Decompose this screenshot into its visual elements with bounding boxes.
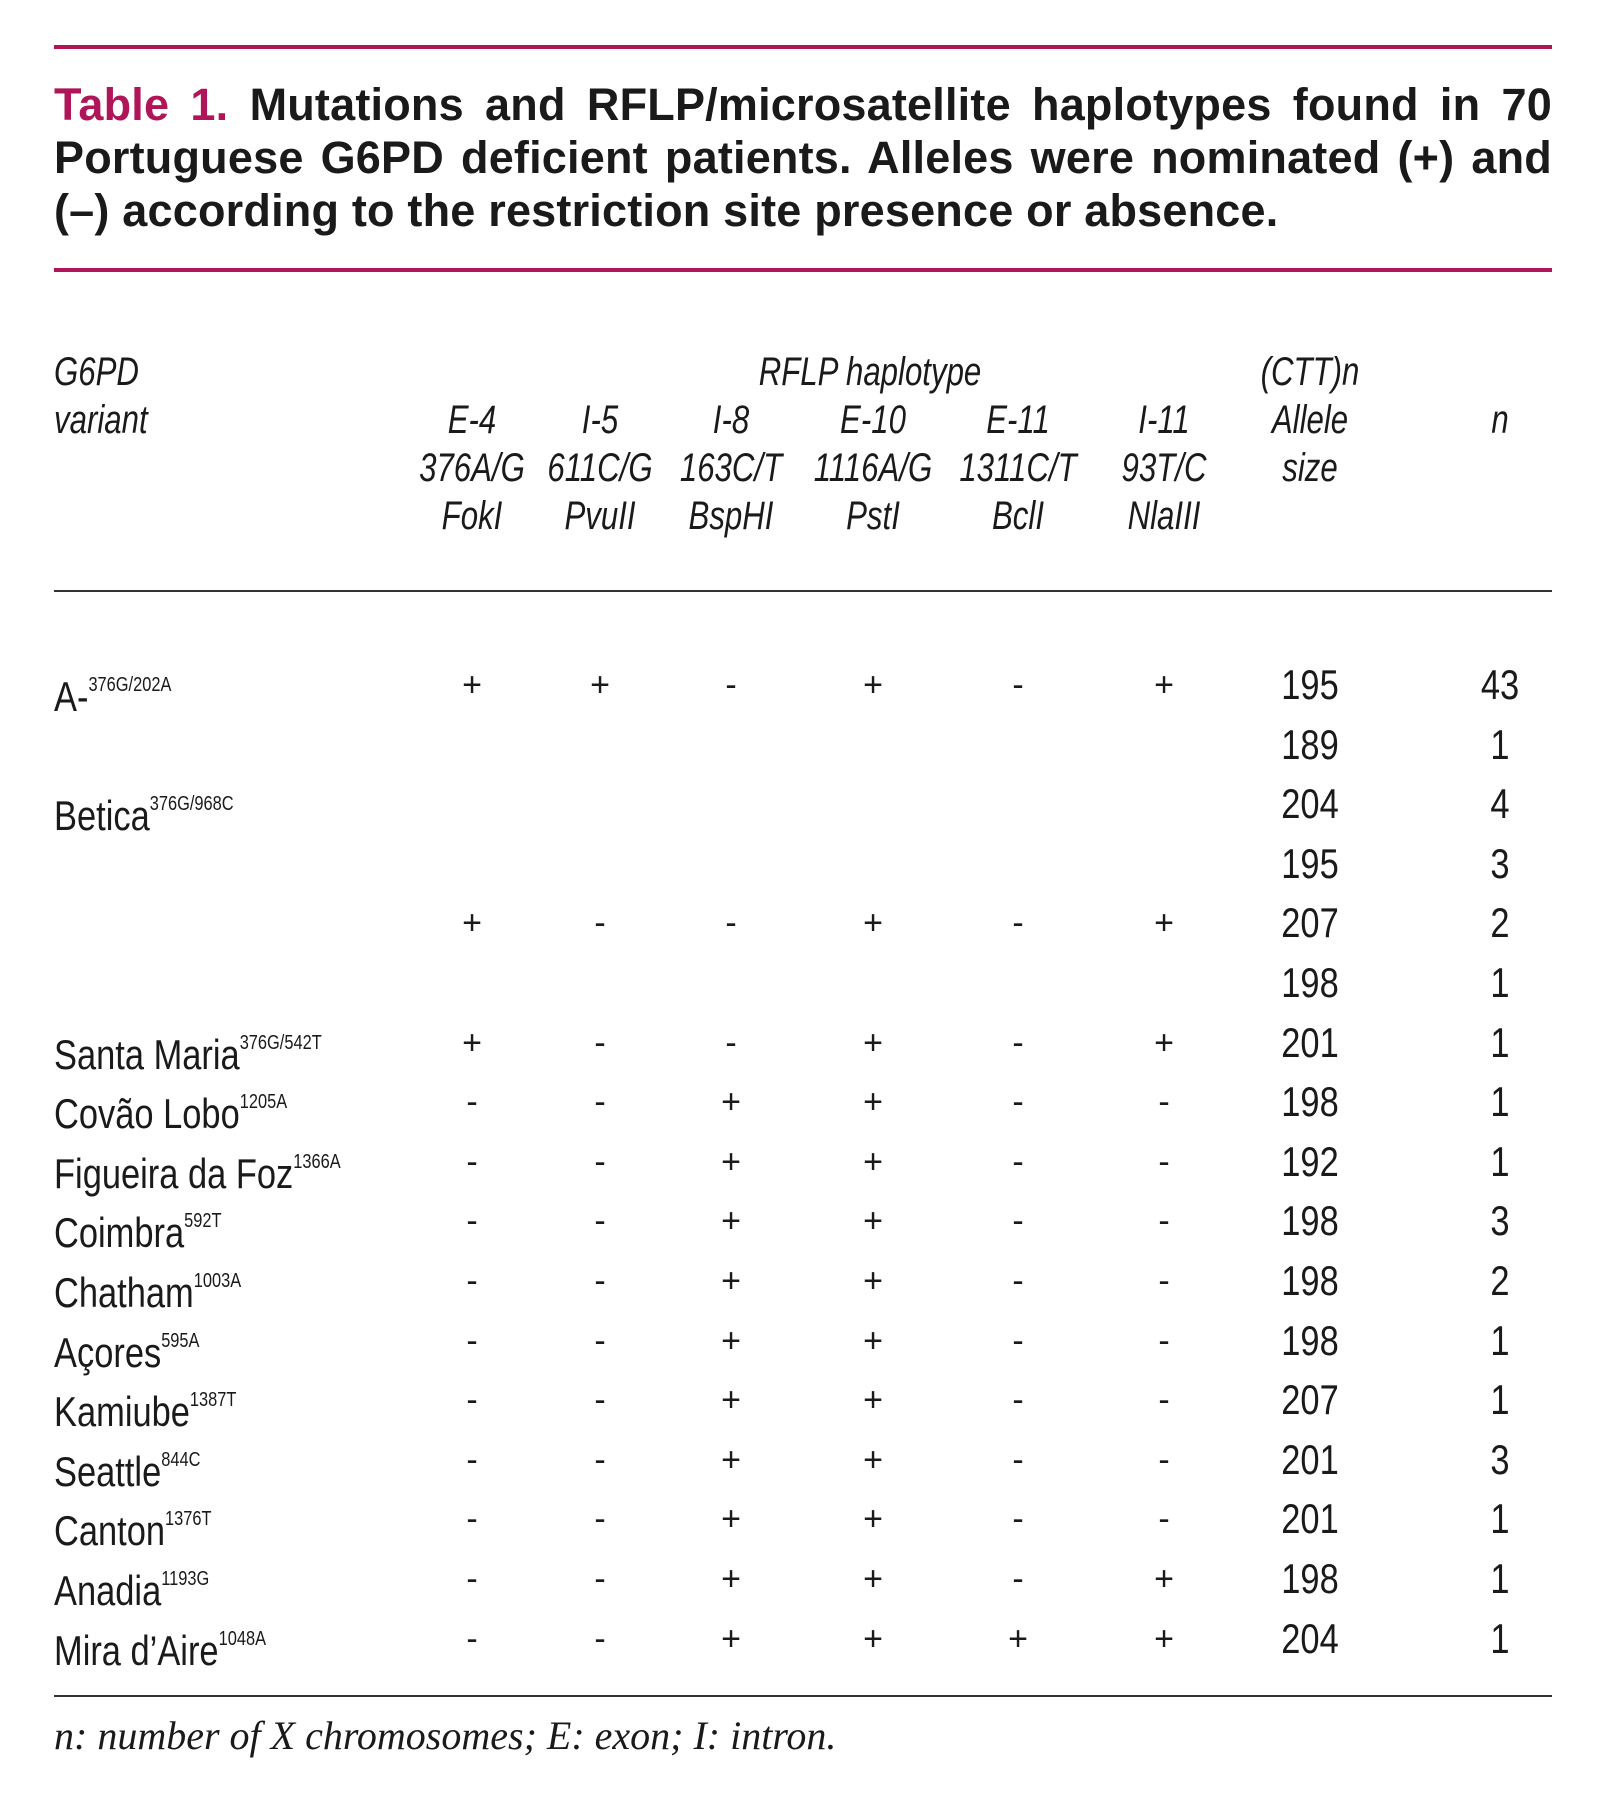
site-mark: - (1012, 1083, 1024, 1121)
variant-mutation: 1376T (165, 1508, 212, 1530)
variant-name (54, 1137, 341, 1199)
site-mark: - (466, 1262, 478, 1300)
site-mark: - (594, 1560, 606, 1598)
site-mark: + (863, 1202, 883, 1240)
site-mark: - (594, 1381, 606, 1419)
header-site-enzyme: BspHI (688, 494, 774, 538)
header-site-enzyme: BclI (991, 494, 1045, 538)
header-site-4 (938, 396, 1098, 540)
site-mark: - (1012, 904, 1024, 942)
variant-mutation: 376G/542T (239, 1032, 322, 1054)
site-mark: - (1012, 1322, 1024, 1360)
variant-name (54, 1494, 212, 1556)
site-mark: - (1158, 1143, 1170, 1181)
table-label: Table 1. (54, 79, 229, 130)
variant-name (54, 1077, 287, 1139)
site-mark: + (1008, 1620, 1028, 1658)
site-mark: - (594, 1500, 606, 1538)
count-n: 43 (1480, 661, 1520, 708)
site-mark: - (1158, 1083, 1170, 1121)
variant-mutation: 376G/202A (88, 674, 172, 696)
site-mark: + (1154, 1024, 1174, 1062)
site-mark: + (863, 1441, 883, 1479)
site-mark: + (462, 666, 482, 704)
count-n: 2 (1490, 899, 1510, 946)
variant-mutation: 1193G (161, 1568, 210, 1590)
site-mark: - (1012, 1381, 1024, 1419)
header-variant-line1: G6PD (54, 350, 139, 394)
site-mark: + (721, 1560, 741, 1598)
site-mark: + (721, 1441, 741, 1479)
site-mark: - (1158, 1500, 1170, 1538)
site-mark: + (721, 1202, 741, 1240)
variant-label: Betica (54, 792, 150, 839)
allele-size: 201 (1281, 1436, 1339, 1483)
header-site-mutation: 1116A/G (813, 446, 933, 490)
header-site-enzyme: NlaIII (1127, 494, 1201, 538)
variant-mutation: 595A (161, 1330, 200, 1352)
allele-size: 198 (1281, 1078, 1339, 1125)
variant-label: Anadia (54, 1567, 162, 1614)
site-mark: - (594, 1441, 606, 1479)
site-mark: - (466, 1381, 478, 1419)
allele-size: 207 (1281, 1376, 1339, 1423)
variant-mutation: 376G/968C (149, 793, 234, 815)
variant-name (54, 779, 234, 841)
site-mark: - (594, 1262, 606, 1300)
site-mark: + (721, 1262, 741, 1300)
header-ctt-line1: (CTT)n (1260, 350, 1360, 394)
header-site-region: E-10 (840, 398, 906, 442)
allele-size: 198 (1281, 1197, 1339, 1244)
count-n: 1 (1490, 1138, 1510, 1185)
site-mark: + (863, 666, 883, 704)
variant-label: Seattle (54, 1448, 162, 1495)
allele-size: 198 (1281, 1257, 1339, 1304)
site-mark: + (863, 1262, 883, 1300)
site-mark: - (466, 1560, 478, 1598)
site-mark: + (721, 1143, 741, 1181)
site-mark: + (863, 1620, 883, 1658)
variant-label: Covão Lobo (54, 1090, 240, 1137)
site-mark: + (1154, 666, 1174, 704)
header-ctt-line3: size (1282, 446, 1338, 490)
site-mark: - (1012, 1500, 1024, 1538)
site-mark: + (1154, 1620, 1174, 1658)
count-n: 1 (1490, 1376, 1510, 1423)
allele-size: 195 (1281, 661, 1339, 708)
variant-mutation: 1366A (293, 1151, 341, 1173)
site-mark: - (594, 1083, 606, 1121)
table-footnote: n: number of X chromosomes; E: exon; I: intron. (54, 1713, 837, 1758)
allele-size: 204 (1281, 780, 1339, 827)
site-mark: - (1012, 1262, 1024, 1300)
header-rule (54, 590, 1552, 592)
variant-mutation: 1003A (193, 1270, 242, 1292)
variant-label: Kamiube (54, 1388, 190, 1435)
variant-name (54, 1435, 200, 1497)
count-n: 1 (1490, 1555, 1510, 1602)
variant-label: Santa Maria (54, 1031, 240, 1078)
site-mark: - (1012, 666, 1024, 704)
site-mark: + (721, 1083, 741, 1121)
header-site-region: I-11 (1138, 398, 1190, 442)
header-ctt-line2: Allele (1271, 398, 1349, 442)
site-mark: - (725, 1024, 737, 1062)
variant-label: Açores (54, 1329, 162, 1376)
allele-size: 198 (1281, 1555, 1339, 1602)
site-mark: - (594, 1143, 606, 1181)
header-site-mutation: 611C/G (547, 446, 653, 490)
header-n-label: n (1491, 398, 1509, 442)
site-mark: - (725, 666, 737, 704)
title-rule-top (54, 45, 1552, 49)
header-rflp-group (720, 348, 1020, 396)
header-site-region: E-4 (447, 398, 497, 442)
header-site-enzyme: PstI (846, 494, 900, 538)
allele-size: 201 (1281, 1495, 1339, 1542)
header-variant-line2: variant (54, 398, 148, 442)
allele-size: 195 (1281, 840, 1339, 887)
site-mark: + (590, 666, 610, 704)
header-site-region: I-8 (712, 398, 750, 442)
site-mark: - (1158, 1202, 1170, 1240)
variant-name (54, 660, 171, 722)
count-n: 1 (1490, 1615, 1510, 1662)
site-mark: - (1158, 1381, 1170, 1419)
count-n: 1 (1490, 959, 1510, 1006)
header-site-mutation: 376A/G (419, 446, 525, 490)
site-mark: - (1012, 1202, 1024, 1240)
allele-size: 201 (1281, 1019, 1339, 1066)
count-n: 2 (1490, 1257, 1510, 1304)
site-mark: - (1158, 1322, 1170, 1360)
site-mark: - (1012, 1441, 1024, 1479)
count-n: 3 (1490, 1197, 1510, 1244)
site-mark: + (863, 1560, 883, 1598)
site-mark: - (1158, 1262, 1170, 1300)
site-mark: - (594, 1620, 606, 1658)
site-mark: + (863, 1322, 883, 1360)
site-mark: - (725, 904, 737, 942)
allele-size: 189 (1281, 721, 1339, 768)
site-mark: + (721, 1620, 741, 1658)
variant-label: Coimbra (54, 1209, 185, 1256)
footer-rule (54, 1695, 1552, 1697)
header-variant (54, 348, 174, 444)
count-n: 1 (1490, 1078, 1510, 1125)
variant-name (54, 1196, 222, 1258)
site-mark: - (466, 1441, 478, 1479)
header-n (1460, 396, 1540, 444)
header-site-5 (1084, 396, 1244, 540)
header-rflp-label: RFLP haplotype (758, 350, 982, 394)
variant-name (54, 1375, 236, 1437)
header-site-3 (793, 396, 953, 540)
site-mark: - (466, 1500, 478, 1538)
site-mark: - (466, 1083, 478, 1121)
site-mark: + (863, 904, 883, 942)
variant-label: Chatham (54, 1269, 194, 1316)
site-mark: - (1158, 1441, 1170, 1479)
site-mark: - (1012, 1024, 1024, 1062)
site-mark: - (466, 1322, 478, 1360)
variant-mutation: 1205A (239, 1091, 288, 1113)
header-allele-size (1230, 348, 1390, 492)
site-mark: + (721, 1500, 741, 1538)
table-caption (54, 78, 1552, 237)
header-site-mutation: 163C/T (679, 446, 783, 490)
site-mark: + (721, 1381, 741, 1419)
header-site-mutation: 93T/C (1121, 446, 1207, 490)
count-n: 1 (1490, 721, 1510, 768)
site-mark: - (466, 1202, 478, 1240)
allele-size: 192 (1281, 1138, 1339, 1185)
variant-mutation: 844C (161, 1449, 201, 1471)
site-mark: + (462, 904, 482, 942)
count-n: 3 (1490, 840, 1510, 887)
site-mark: + (1154, 904, 1174, 942)
site-mark: + (863, 1083, 883, 1121)
variant-label: A- (54, 673, 89, 720)
header-site-2 (651, 396, 811, 540)
variant-mutation: 592T (184, 1210, 222, 1232)
variant-name (54, 1018, 322, 1080)
site-mark: + (863, 1143, 883, 1181)
header-site-region: E-11 (986, 398, 1050, 442)
header-site-region: I-5 (581, 398, 619, 442)
variant-mutation: 1387T (189, 1389, 237, 1411)
allele-size: 207 (1281, 899, 1339, 946)
count-n: 4 (1490, 780, 1510, 827)
allele-size: 198 (1281, 1317, 1339, 1364)
site-mark: + (863, 1381, 883, 1419)
allele-size: 204 (1281, 1615, 1339, 1662)
count-n: 1 (1490, 1495, 1510, 1542)
variant-label: Figueira da Foz (54, 1150, 294, 1197)
site-mark: - (594, 1322, 606, 1360)
variant-name (54, 1554, 209, 1616)
count-n: 1 (1490, 1317, 1510, 1364)
variant-label: Canton (54, 1507, 166, 1554)
site-mark: - (594, 904, 606, 942)
site-mark: + (863, 1024, 883, 1062)
count-n: 3 (1490, 1436, 1510, 1483)
variant-name (54, 1256, 241, 1318)
site-mark: - (466, 1620, 478, 1658)
site-mark: + (721, 1322, 741, 1360)
header-site-enzyme: PvuII (564, 494, 636, 538)
title-rule-bottom (54, 268, 1552, 272)
table-caption-text: Mutations and RFLP/microsatellite haplotypes found in 70 Portuguese G6PD deficient patients. Alleles were nominated (+) and (–) according to the restriction site presence or absence. (54, 79, 1552, 236)
site-mark: + (863, 1500, 883, 1538)
site-mark: - (1012, 1143, 1024, 1181)
site-mark: - (1012, 1560, 1024, 1598)
header-site-mutation: 1311C/T (959, 446, 1077, 490)
header-site-enzyme: FokI (441, 494, 503, 538)
allele-size: 198 (1281, 959, 1339, 1006)
variant-mutation: 1048A (218, 1628, 267, 1650)
site-mark: - (594, 1202, 606, 1240)
variant-label: Mira d’Aire (54, 1627, 219, 1674)
site-mark: - (466, 1143, 478, 1181)
site-mark: - (594, 1024, 606, 1062)
site-mark: + (462, 1024, 482, 1062)
variant-name (54, 1614, 266, 1676)
site-mark: + (1154, 1560, 1174, 1598)
variant-name (54, 1316, 199, 1378)
count-n: 1 (1490, 1019, 1510, 1066)
